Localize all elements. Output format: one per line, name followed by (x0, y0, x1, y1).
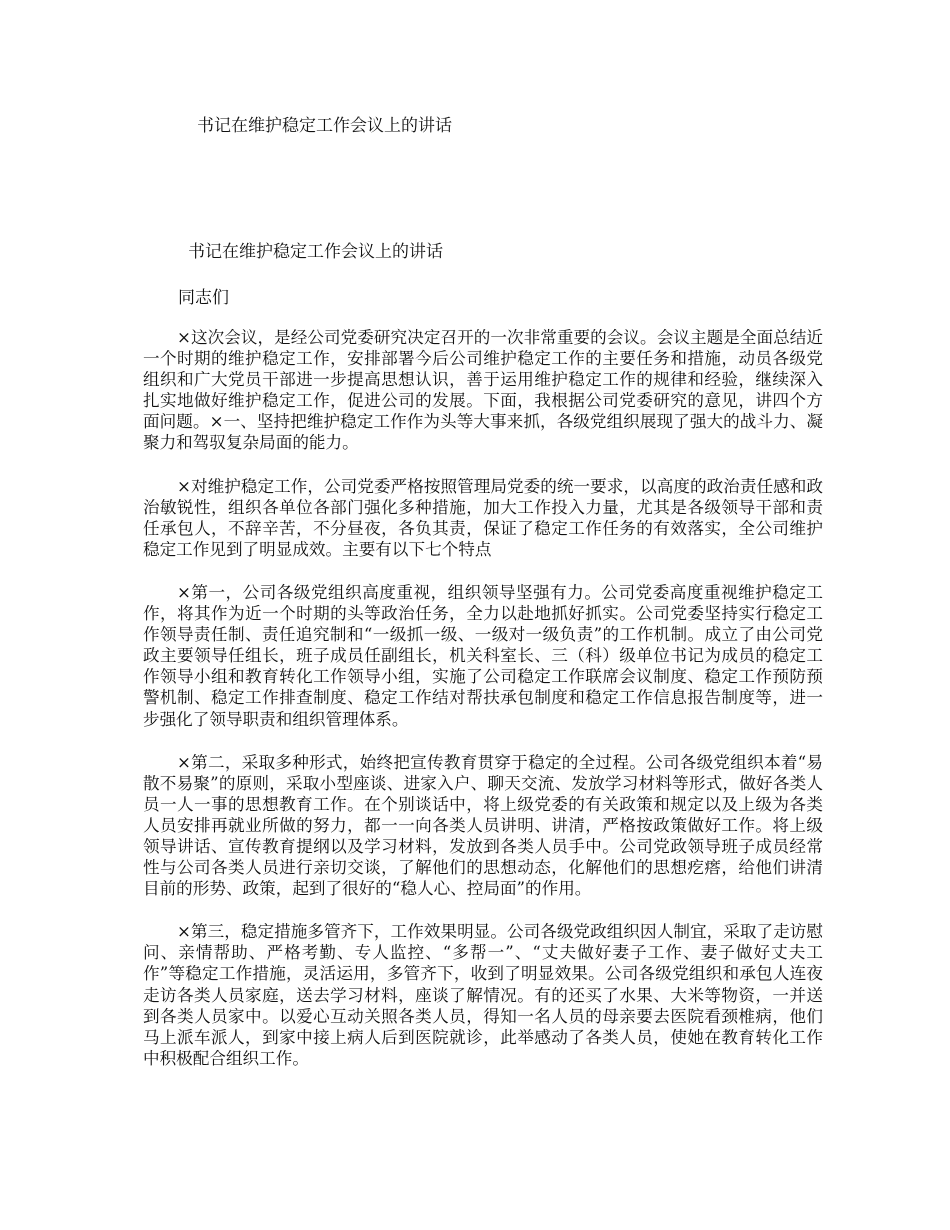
paragraph-point-3: ×第三，稳定措施多管齐下，工作效果明显。公司各级党政组织因人制宜，采取了走访慰问、亲情帮助、严格考勤、专人监控、“多帮一”、“丈夫做好妻子工作、妻子做好丈夫工作”等稳定工作措施，灵活运用，多管齐下，收到了明显效果。公司各级党组织和承包人连夜走访各类人员家庭，送去学习材料，座谈了解情况。有的还买了水果、大米等物资，一并送到各类人员家中。以爱心互动关照各类人员，得知一名人员的母亲要去医院看颈椎病，他们马上派车派人，到家中接上病人后到医院就诊，此举感动了各类人员，使她在教育转化工作中积极配合组织工作。 (143, 922, 823, 1068)
paragraph-point-1: ×第一，公司各级党组织高度重视，组织领导坚强有力。公司党委高度重视维护稳定工作，将其作为近一个时期的头等政治任务，全力以赴地抓好抓实。公司党委坚持实行稳定工作领导责任制、责任追究制和“一级抓一级、一级对一级负责”的工作机制。成立了由公司党政主要领导任组长，班子成员任副组长，机关科室长、三（科）级单位书记为成员的稳定工作领导小组和教育转化工作领导小组，实施了公司稳定工作联席会议制度、稳定工作预防预警机制、稳定工作排查制度、稳定工作结对帮扶承包制度和稳定工作信息报告制度等，进一步强化了领导职责和组织管理体系。 (143, 582, 823, 729)
paragraph-point-2: ×第二，采取多种形式，始终把宣传教育贯穿于稳定的全过程。公司各级党组织本着“易散不易聚”的原则，采取小型座谈、进家入户、聊天交流、发放学习材料等形式，做好各类人员一人一事的思想教育工作。在个别谈话中，将上级党委的有关政策和规定以及上级为各类人员安排再就业所做的努力，都一一向各类人员讲明、讲清，严格按政策做好工作。将上级领导讲话、宣传教育提纲以及学习材料，发放到各类人员手中。公司党政领导班子成员经常性与公司各类人员进行亲切交谈，了解他们的思想动态，化解他们的思想疙瘩，给他们讲清目前的形势、政策，起到了很好的“稳人心、控局面”的作用。 (143, 752, 823, 899)
paragraph-overview: ×对维护稳定工作，公司党委严格按照管理局党委的统一要求，以高度的政治责任感和政治敏锐性，组织各单位各部门强化多种措施，加大工作投入力量，尤其是各级领导干部和责任承包人，不辞辛苦，不分昼夜，各负其责，保证了稳定工作任务的有效落实，全公司维护稳定工作见到了明显成效。主要有以下七个特点 (143, 476, 823, 559)
speech-title: 书记在维护稳定工作会议上的讲话 (188, 242, 443, 262)
paragraph-opening: ×这次会议，是经公司党委研究决定召开的一次非常重要的会议。会议主题是全面总结近一个时期的维护稳定工作，安排部署今后公司维护稳定工作的主要任务和措施，动员各级党组织和广大党员干部进一步提高思想认识，善于运用维护稳定工作的规律和经验，继续深入扎实地做好维护稳定工作，促进公司的发展。下面，我根据公司党委研究的意见，讲四个方面问题。×一、坚持把维护稳定工作作为头等大事来抓，各级党组织展现了强大的战斗力、凝聚力和驾驭复杂局面的能力。 (143, 328, 823, 453)
speech-body (143, 327, 823, 1091)
header-title: 书记在维护稳定工作会议上的讲话 (197, 116, 452, 136)
salutation: 同志们 (178, 288, 229, 308)
